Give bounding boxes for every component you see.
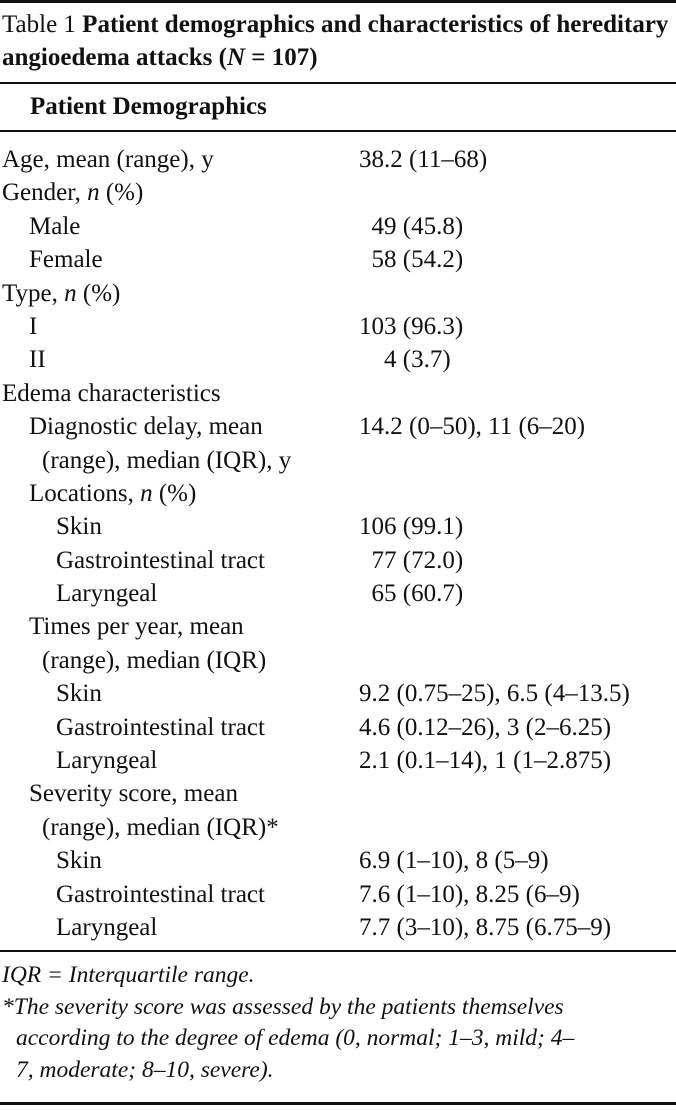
header-top-rule [0, 82, 676, 84]
table-row [0, 343, 676, 376]
table-title-n: N [226, 44, 246, 71]
section-header: Patient Demographics [30, 93, 267, 120]
row-label-text: Type, [2, 279, 65, 307]
row-value: 14.2 (0–50), 11 (6–20) [359, 413, 586, 441]
row-value: 4.6 (0.12–26), 3 (2–6.25) [359, 713, 612, 741]
row-value: 4 (3.7) [359, 346, 451, 374]
footnote-iqr: IQR = Interquartile range. [2, 962, 255, 988]
table-row [0, 844, 676, 877]
table-row [0, 577, 676, 610]
row-label: Gastrointestinal tract [56, 713, 265, 741]
row-label: (range), median (IQR), y [42, 446, 292, 474]
table-title [2, 11, 668, 71]
table-row [0, 377, 676, 410]
table-row [0, 644, 676, 677]
table-row [0, 143, 676, 176]
row-label-text: Gender, [2, 179, 88, 207]
row-label [2, 176, 143, 209]
row-label: Female [29, 246, 103, 274]
table-row [0, 711, 676, 744]
row-label: Diagnostic delay, mean [29, 413, 263, 441]
row-value: 103 (96.3) [359, 312, 464, 340]
table-row [0, 610, 676, 643]
row-value: 7.6 (1–10), 8.25 (6–9) [359, 880, 580, 908]
row-label-n: n [87, 179, 100, 207]
row-label: Age, mean (range), y [2, 146, 214, 173]
row-label: Skin [56, 680, 102, 708]
table-row [0, 444, 676, 477]
row-label: Severity score, mean [29, 780, 238, 808]
table-row [0, 210, 676, 243]
row-label-unit: (%) [99, 179, 144, 207]
row-value: 49 (45.8) [359, 212, 464, 240]
table-caption [2, 8, 672, 74]
row-label-unit: (%) [76, 279, 121, 307]
row-label-text: Locations, [29, 479, 141, 507]
table-row [0, 544, 676, 577]
row-label: II [29, 346, 46, 374]
table-row [0, 911, 676, 944]
table-row [0, 176, 676, 209]
table-footnotes [2, 960, 674, 1086]
row-label-unit: (%) [152, 479, 197, 507]
row-label: I [29, 312, 38, 340]
footnote-severity-line3: 7, moderate; 8–10, severe). [16, 1056, 274, 1083]
row-label: (range), median (IQR) [42, 646, 267, 674]
footnote-bottom-rule [0, 1102, 676, 1105]
table-row [0, 477, 676, 510]
row-label [29, 477, 196, 510]
row-label: Gastrointestinal tract [56, 546, 265, 574]
row-label: Edema characteristics [2, 379, 221, 407]
table-row [0, 744, 676, 777]
row-value: 65 (60.7) [359, 580, 464, 608]
row-label: Laryngeal [56, 580, 158, 608]
table-bottom-rule [0, 950, 676, 952]
row-label [2, 277, 120, 310]
table-row [0, 510, 676, 543]
row-label: Times per year, mean [29, 613, 244, 641]
row-value: 6.9 (1–10), 8 (5–9) [359, 847, 549, 875]
row-value: 38.2 (11–68) [359, 146, 488, 173]
table-title-text: Patient demographics and characteristics of hereditary angioedema attacks ( [2, 11, 669, 71]
row-value: 2.1 (0.1–14), 1 (1–2.875) [359, 747, 612, 775]
table-row [0, 243, 676, 276]
table-row [0, 410, 676, 443]
row-label-n: n [140, 479, 153, 507]
table-title-count: = 107) [245, 44, 318, 71]
footnote-severity-line1: *The severity score was assessed by the patients themselves [2, 993, 564, 1020]
row-label: (range), median (IQR)* [42, 813, 279, 841]
table-row [0, 277, 676, 310]
row-value: 77 (72.0) [359, 546, 464, 574]
row-label: Gastrointestinal tract [56, 880, 265, 908]
row-value: 7.7 (3–10), 8.75 (6.75–9) [359, 913, 612, 941]
table-body [0, 143, 676, 944]
table-row [0, 310, 676, 343]
table-label: Table 1 [2, 11, 76, 38]
row-label: Skin [56, 513, 102, 541]
table-row [0, 878, 676, 911]
table-row [0, 777, 676, 810]
table-row [0, 811, 676, 844]
table-row [0, 677, 676, 710]
row-label: Laryngeal [56, 913, 158, 941]
row-label-n: n [64, 279, 77, 307]
row-label: Skin [56, 847, 102, 875]
row-value: 58 (54.2) [359, 246, 464, 274]
top-rule [0, 0, 676, 3]
row-label: Laryngeal [56, 747, 158, 775]
row-value: 9.2 (0.75–25), 6.5 (4–13.5) [359, 680, 630, 708]
row-label: Male [29, 212, 81, 240]
header-bottom-rule [0, 130, 676, 132]
footnote-severity-line2: according to the degree of edema (0, normal; 1–3, mild; 4– [16, 1025, 575, 1051]
row-value: 106 (99.1) [359, 513, 464, 541]
